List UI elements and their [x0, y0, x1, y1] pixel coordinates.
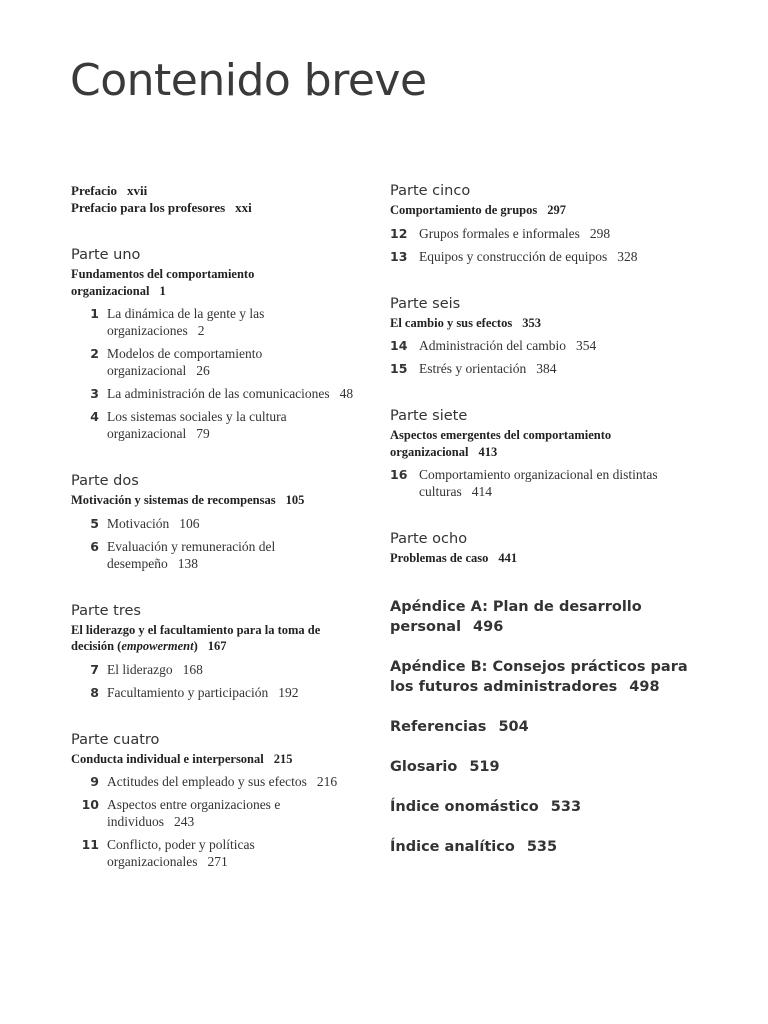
chapter-title	[107, 773, 337, 790]
chapter-title	[419, 248, 637, 265]
page-number: 167	[207, 639, 227, 653]
page-number: 243	[174, 814, 195, 829]
part-heading: Parte seis	[390, 295, 461, 312]
chapter-number: 5	[90, 515, 99, 531]
part-heading: Parte dos	[71, 473, 139, 489]
entry-text: Estrés y orientación	[419, 361, 527, 376]
page-number: 2	[197, 323, 205, 338]
chapter-entry	[71, 538, 371, 572]
back-matter-entry	[390, 597, 720, 637]
part-section	[71, 731, 371, 871]
chapter-title	[107, 385, 353, 402]
subtitle-line: El cambio y sus efectos	[390, 315, 513, 330]
part-subtitle	[390, 427, 720, 460]
entry-text: Comportamiento organizacional en distintas	[419, 467, 658, 482]
page-number: 328	[617, 248, 638, 264]
part-section	[71, 246, 371, 442]
subtitle-line: Comportamiento de grupos	[390, 203, 538, 217]
chapter-title	[107, 661, 203, 678]
page-number: xvii	[126, 183, 148, 198]
back-matter-entry	[390, 837, 720, 857]
chapter-title	[419, 360, 556, 377]
page-number: 353	[522, 315, 541, 330]
back-matter-entry	[390, 757, 720, 777]
chapter-number: 16	[390, 467, 408, 482]
part-heading: Parte cinco	[390, 183, 471, 199]
page-number: 216	[316, 774, 338, 789]
page-number: xxi	[235, 200, 252, 215]
chapter-entry	[71, 684, 371, 701]
part-heading: Parte siete	[390, 408, 468, 424]
entry-text: Equipos y construcción de equipos	[419, 248, 608, 264]
page-title: Contenido breve	[70, 55, 427, 106]
chapter-entry	[71, 836, 371, 870]
chapter-number: 9	[90, 774, 99, 789]
chapter-entry	[71, 305, 371, 339]
subtitle-line: )	[193, 639, 198, 653]
chapter-entry	[390, 225, 720, 242]
chapter-entry	[71, 515, 371, 532]
part-subtitle	[71, 492, 371, 509]
chapter-number: 8	[90, 684, 99, 700]
page-number: 533	[550, 798, 582, 815]
back-matter-entry	[390, 797, 720, 817]
page-number: 271	[207, 854, 228, 869]
part-subtitle	[71, 266, 371, 299]
page-number: 168	[182, 661, 203, 677]
part-heading: Parte uno	[71, 247, 141, 263]
entry-text: El liderazgo	[107, 661, 173, 677]
entry-text: individuos	[107, 814, 165, 829]
chapter-number: 4	[90, 409, 99, 424]
chapter-entry	[71, 661, 371, 678]
entry-text: Evaluación y remuneración del	[107, 538, 276, 554]
chapter-number: 3	[90, 386, 99, 401]
entry-text: Facultamiento y participación	[107, 684, 269, 700]
chapter-number: 7	[90, 661, 99, 677]
entry-text: Índice analítico	[390, 838, 515, 855]
chapter-title	[419, 466, 658, 500]
front-matter	[71, 182, 371, 216]
page-number: 535	[526, 838, 558, 855]
chapter-entry	[71, 385, 371, 402]
entry-text: Modelos de comportamiento	[107, 346, 263, 361]
part-section	[390, 182, 720, 265]
entry-text: Administración del cambio	[419, 338, 566, 353]
chapter-title	[419, 337, 596, 354]
part-subtitle	[390, 202, 720, 219]
chapter-title	[107, 515, 200, 532]
chapter-entry	[71, 408, 371, 442]
chapter-number: 13	[390, 248, 408, 264]
entry-text: organizacional	[107, 363, 187, 378]
chapter-number: 6	[90, 538, 99, 554]
entry-text: La dinámica de la gente y las	[107, 306, 265, 321]
page-number: 498	[629, 678, 660, 695]
subtitle-line: Motivación y sistemas de recompensas	[71, 493, 276, 507]
page-number: 441	[498, 551, 518, 565]
page-number: 413	[478, 444, 498, 459]
part-subtitle	[71, 751, 371, 768]
part-subtitle	[71, 622, 371, 655]
page-number: 105	[285, 493, 305, 507]
page-number: 496	[473, 618, 504, 635]
subtitle-italic: empowerment	[121, 639, 194, 653]
page-number: 414	[471, 484, 492, 499]
entry-text: Actitudes del empleado y sus efectos	[107, 774, 307, 789]
chapter-title	[107, 836, 255, 870]
chapter-entry	[390, 248, 720, 265]
entry-text: Aspectos entre organizaciones e	[107, 797, 281, 812]
part-section	[71, 602, 371, 701]
chapter-title	[107, 345, 262, 379]
chapter-number: 12	[390, 225, 408, 241]
entry-text: los futuros administradores	[390, 678, 618, 695]
subtitle-line: organizacional	[390, 444, 469, 459]
subtitle-line: organizacional	[71, 283, 150, 298]
page-number: 1	[159, 283, 166, 298]
entry-text: organizacionales	[107, 854, 198, 869]
chapter-number: 15	[390, 361, 408, 376]
entry-text: Motivación	[107, 515, 170, 531]
page-number: 519	[469, 758, 500, 775]
entry-text: Los sistemas sociales y la cultura	[107, 409, 287, 424]
entry-text: desempeño	[107, 555, 168, 571]
page-number: 384	[536, 361, 557, 376]
chapter-number: 14	[390, 338, 408, 353]
subtitle-line: decisión (	[71, 639, 122, 653]
part-section	[71, 472, 371, 572]
chapter-number: 11	[81, 837, 99, 852]
page-number: 297	[547, 203, 566, 217]
page-number: 354	[575, 338, 597, 353]
entry-text: La administración de las comunicaciones	[107, 386, 330, 401]
entry-text: Apéndice A: Plan de desarrollo	[390, 598, 642, 615]
subtitle-line: Aspectos emergentes del comportamiento	[390, 428, 612, 442]
entry-text: personal	[390, 618, 462, 635]
subtitle-line: Problemas de caso	[390, 551, 489, 565]
front-matter-entry	[71, 199, 371, 216]
left-parts	[71, 246, 371, 870]
entry-text: culturas	[419, 484, 462, 499]
part-section	[390, 295, 720, 378]
entry-text: organizaciones	[107, 323, 188, 338]
entry-text: Conflicto, poder y políticas	[107, 837, 255, 852]
chapter-title	[107, 305, 264, 339]
chapter-entry	[390, 360, 720, 377]
front-matter-entry	[71, 182, 371, 199]
chapter-title	[419, 225, 610, 242]
part-subtitle	[390, 315, 720, 332]
chapter-title	[107, 408, 287, 442]
entry-text: Índice onomástico	[390, 798, 539, 815]
entry-text: Referencias	[390, 718, 487, 735]
toc-left-column	[71, 182, 371, 870]
page-number: 79	[196, 426, 210, 441]
chapter-title	[107, 796, 280, 830]
chapter-number: 10	[81, 797, 99, 812]
toc-right-column	[390, 182, 720, 857]
page-number: 298	[589, 225, 611, 241]
back-matter	[390, 597, 720, 857]
front-matter-label: Prefacio para los profesores	[71, 200, 226, 215]
part-heading: Parte ocho	[390, 531, 468, 547]
subtitle-line: Fundamentos del comportamiento	[71, 267, 255, 281]
page-number: 106	[179, 515, 200, 531]
part-subtitle	[390, 550, 720, 567]
back-matter-entry	[390, 717, 720, 737]
part-heading: Parte tres	[71, 602, 141, 619]
chapter-title	[107, 684, 298, 701]
part-section	[390, 407, 720, 500]
entry-text: organizacional	[107, 426, 187, 441]
subtitle-line: El liderazgo y el facultamiento para la toma de	[71, 622, 321, 637]
page-number: 48	[339, 386, 354, 401]
back-matter-entry	[390, 657, 720, 697]
part-section	[390, 530, 720, 567]
page-number: 192	[278, 684, 299, 700]
entry-text: Grupos formales e informales	[419, 225, 580, 241]
page-number: 215	[273, 751, 293, 766]
chapter-entry	[390, 337, 720, 354]
chapter-title	[107, 538, 275, 572]
chapter-entry	[71, 345, 371, 379]
page-number: 504	[498, 718, 529, 735]
entry-text: Glosario	[390, 758, 458, 775]
subtitle-line: Conducta individual e interpersonal	[71, 751, 264, 766]
part-heading: Parte cuatro	[71, 731, 160, 748]
chapter-number: 2	[90, 346, 99, 361]
chapter-number: 1	[90, 306, 99, 321]
chapter-entry	[71, 773, 371, 790]
chapter-entry	[71, 796, 371, 830]
entry-text: Apéndice B: Consejos prácticos para	[390, 658, 688, 675]
chapter-entry	[390, 466, 720, 500]
right-parts	[390, 182, 720, 567]
page-number: 26	[196, 363, 210, 378]
front-matter-label: Prefacio	[71, 183, 117, 198]
page-number: 138	[177, 555, 198, 571]
